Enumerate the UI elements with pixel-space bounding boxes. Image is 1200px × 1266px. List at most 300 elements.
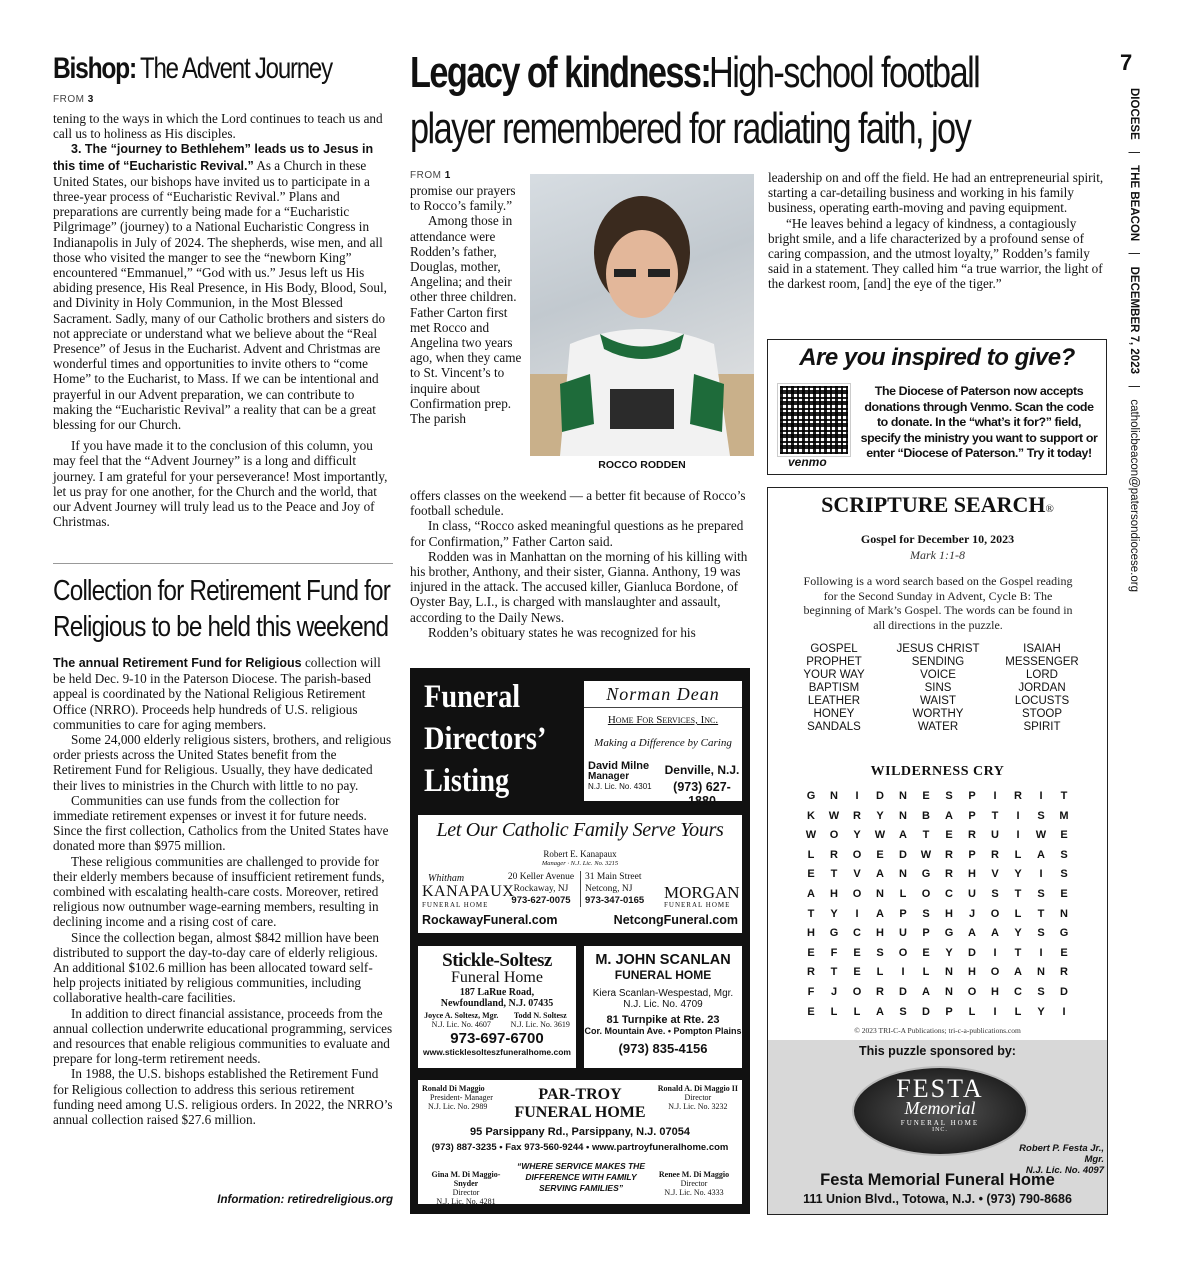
fd-title-3: Listing xyxy=(424,763,510,799)
photo-eyeblack-right xyxy=(648,269,670,277)
photo-sleeve-right xyxy=(690,374,724,432)
grid-cell[interactable]: E xyxy=(922,790,930,802)
grid-cell[interactable]: A xyxy=(807,887,815,900)
grid-cell[interactable]: P xyxy=(968,809,976,822)
grid-row xyxy=(800,868,1075,888)
grid-cell[interactable]: D xyxy=(968,946,976,959)
grid-cell[interactable]: T xyxy=(1060,790,1068,802)
copyright: © 2023 TRI-C-A Publications; tri-c-a-publications.com xyxy=(854,1026,1021,1035)
grid-cell[interactable]: E xyxy=(853,966,861,979)
pt-r4: Director xyxy=(680,1179,708,1188)
grid-cell[interactable]: A xyxy=(968,927,976,940)
collection-p2: Some 24,000 elderly religious sisters, brothers, and religious order priests across the United States benefit from the Retirement Fund for Religious. Usually, they have dedicated their lives to ministries in the Church with little to no pay. xyxy=(53,732,392,793)
grid-cell[interactable]: O xyxy=(852,848,862,861)
pt-l3: N.J. Lic. No. 4281 xyxy=(436,1197,496,1206)
grid-cell[interactable]: I xyxy=(1016,809,1020,822)
grid-cell[interactable]: C xyxy=(1014,985,1022,998)
word-list-item: WORTHY xyxy=(912,708,964,720)
bishop-p3: If you have made it to the conclusion of this column, you may feel that the “Advent Journey” is a long and difficult journey. I am grateful for your perseverance! Most importantly, let us pray for one another, for the Church and the world, that our Advent Journey will truly lead us to the Peace and Joy of Christmas. xyxy=(53,438,388,530)
grid-cell[interactable]: O xyxy=(990,907,1000,920)
sc-town: Cor. Mountain Ave. • Pompton Plains xyxy=(584,1026,742,1036)
fd-title-2: Directors’ xyxy=(424,721,547,757)
collection-body xyxy=(53,655,393,1127)
collection-p4: These religious communities are challenged to provide for their elderly members because of insufficient retirement funds, combined with escalating health-care costs. Moreover, retired religious now outnumber wage-earning members, resulting in declining income and a rising cost of care. xyxy=(53,853,385,930)
bishop-p2: As a Church in these United States, our bishops have invited us to participate in a three-year process of “Eucharistic Revival.” Plans and preparations are currently being made for a “Eucharistic Pilgrimage” (journey) to a National Eucharistic Congress in Indianapolis in July of 2024. The shepherds, wise men, and all those who visited the manger to see the “newborn King” encountered “Emmanuel,” “God with us.” Jesus left us His abiding presence, His Real Presence, in His Body, Blood, Soul, and Divinity in Holy Communion, in the Most Blessed Sacrament. Sadly, many of our Catholic brothers and sisters do not appreciate or understand what we believe about the “Real Presence” of Jesus in the Eucharist. Advent and Christmas are wonderful times and opportunities to invite others to “come Home” to the Eucharist, to Mass. If we can be intentional and prayerful in our Advent preparation, we can contribute to making the “Eucharistic Revival” a reality that can be a great blessing for our Church. xyxy=(53,157,387,433)
grid-cell[interactable]: T xyxy=(922,829,930,842)
nd-phone: (973) 627-1880 xyxy=(673,780,731,808)
kan-web-2[interactable]: NetcongFuneral.com xyxy=(613,913,738,927)
grid-cell[interactable]: W xyxy=(874,829,886,842)
grid-cell[interactable]: E xyxy=(807,946,815,959)
legacy-wide-p2: In class, “Rocco asked meaningful questions as he prepared for Confirmation,” Father Carton said. xyxy=(410,518,744,549)
bishop-head-rest: The Advent Journey xyxy=(140,52,333,85)
grid-cell[interactable]: E xyxy=(807,1005,815,1018)
sc-mgr: Kiera Scanlan-Wespestad, Mgr. xyxy=(592,988,734,999)
grid-cell[interactable]: I xyxy=(855,907,859,920)
grid-cell[interactable]: A xyxy=(1037,848,1045,861)
kan-city2: Netcong, NJ xyxy=(585,884,633,894)
grid-cell[interactable]: Y xyxy=(1014,927,1022,940)
photo-illustration xyxy=(530,174,754,456)
word-list-item: LORD xyxy=(1026,669,1058,681)
grid-cell[interactable]: T xyxy=(991,809,999,822)
grid-row xyxy=(800,849,1075,869)
grid-cell[interactable]: R xyxy=(1060,966,1068,979)
pt-name2: FUNERAL HOME xyxy=(514,1104,646,1121)
grid-cell[interactable]: D xyxy=(922,1005,930,1018)
nd-person-block xyxy=(588,761,652,793)
grid-cell[interactable]: Y xyxy=(945,946,953,959)
legacy-head-rest-2: player remembered for radiating faith, joy xyxy=(410,104,971,153)
ss-p2: Todd N. Soltesz xyxy=(513,1011,567,1020)
grid-cell[interactable]: G xyxy=(1059,927,1069,940)
word-list-item: HONEY xyxy=(813,708,855,720)
ss-p1: Joyce A. Soltesz, Mgr. xyxy=(424,1011,499,1020)
grid-cell[interactable]: N xyxy=(876,887,884,900)
sep-1: | xyxy=(1128,150,1140,154)
word-list-item: PROPHET xyxy=(806,656,862,668)
scripture-header xyxy=(768,492,1107,518)
pt-p1: Ronald Di Maggio xyxy=(422,1084,485,1093)
kan-whitham: Whitham xyxy=(428,873,465,884)
collection-p1: collection will be held Dec. 9-10 in the Paterson Diocese. The parish-based appeal is coordinated by the National Religious Retirement Office (NRRO). Proceeds help hundreds of U.S. religious communities to care for aging members. xyxy=(53,655,381,732)
norman-dean-ad xyxy=(584,681,742,808)
puzzle-title: WILDERNESS CRY xyxy=(870,764,1005,779)
sc-lic: N.J. Lic. No. 4709 xyxy=(623,999,703,1010)
grid-cell[interactable]: F xyxy=(830,946,838,959)
word-list-item: WAIST xyxy=(920,695,956,707)
legacy-head-bold: Legacy of kindness: xyxy=(410,48,711,97)
pt-l4: N.J. Lic. No. 4333 xyxy=(664,1188,724,1197)
paper-label: THE BEACON xyxy=(1128,165,1140,242)
nd-tagline: Making a Difference by Caring xyxy=(594,737,732,749)
grid-cell[interactable]: T xyxy=(830,966,838,979)
grid-cell[interactable]: L xyxy=(876,966,884,979)
grid-cell[interactable]: A xyxy=(945,809,953,822)
grid-cell[interactable]: E xyxy=(1060,829,1068,842)
grid-cell[interactable]: L xyxy=(922,966,930,979)
grid-cell[interactable]: T xyxy=(830,868,838,881)
give-text: The Diocese of Paterson now accepts donations through Venmo. Scan the code to donate. In the “what’s it for?” field, specify the ministry you want to support or enter “Diocese of Paterson.” Try it today! xyxy=(860,384,1098,460)
grid-row xyxy=(800,888,1075,908)
ss-fh: Funeral Home xyxy=(451,969,543,986)
pt-l1: N.J. Lic. No. 2989 xyxy=(428,1102,488,1111)
grid-cell[interactable]: A xyxy=(1014,966,1022,979)
sc-addr: 81 Turnpike at Rte. 23 xyxy=(606,1014,720,1026)
grid-cell[interactable]: D xyxy=(876,790,884,802)
grid-cell[interactable]: L xyxy=(807,848,815,861)
grid-cell[interactable]: C xyxy=(853,927,861,940)
legacy-narrow-p1: promise our prayers to Rocco’s family.” xyxy=(410,183,516,214)
word-list-item: VOICE xyxy=(920,669,956,681)
grid-cell[interactable]: E xyxy=(876,848,884,861)
grid-cell[interactable]: R xyxy=(830,848,838,861)
pt-p3: Gina M. Di Maggio-Snyder xyxy=(431,1170,501,1188)
grid-cell[interactable]: A xyxy=(876,907,884,920)
grid-cell[interactable]: S xyxy=(1037,809,1045,822)
bishop-from-word: FROM xyxy=(53,94,85,105)
grid-cell[interactable]: S xyxy=(1060,868,1068,881)
grid-cell[interactable]: O xyxy=(898,946,908,959)
kan-fh: FUNERAL HOME xyxy=(422,901,489,909)
grid-row xyxy=(800,986,1075,1006)
grid-cell[interactable]: A xyxy=(922,985,930,998)
grid-cell[interactable]: W xyxy=(805,829,817,842)
grid-cell[interactable]: O xyxy=(967,985,977,998)
grid-cell[interactable]: G xyxy=(944,927,954,940)
grid-cell[interactable]: N xyxy=(830,790,838,802)
grid-cell[interactable]: S xyxy=(1060,848,1068,861)
grid-cell[interactable]: I xyxy=(993,790,997,802)
kan-lic: Manager · N.J. Lic. No. 3215 xyxy=(541,860,619,867)
word-list-item: YOUR WAY xyxy=(803,669,865,681)
festa-logo-4: INC. xyxy=(932,1127,948,1133)
pt-slogan: “WHERE SERVICE MAKES THE DIFFERENCE WITH FAMILY SERVING FAMILIES” xyxy=(517,1161,645,1193)
ss-addr2: Newfoundland, N.J. 07435 xyxy=(440,998,554,1009)
word-list-item: WATER xyxy=(917,721,959,733)
grid-cell[interactable]: L xyxy=(853,1005,861,1018)
sep-2: | xyxy=(1128,252,1140,256)
grid-cell[interactable]: F xyxy=(807,985,815,998)
grid-cell[interactable]: V xyxy=(991,868,999,881)
grid-cell[interactable]: Y xyxy=(853,829,861,842)
grid-cell[interactable]: L xyxy=(1014,1005,1022,1018)
legacy-from-word: FROM xyxy=(410,170,442,181)
bishop-article xyxy=(53,52,393,529)
festa-name: Festa Memorial Funeral Home xyxy=(820,1171,1055,1189)
grid-cell[interactable]: T xyxy=(1037,907,1045,920)
grid-cell[interactable]: W xyxy=(828,809,840,822)
grid-cell[interactable]: D xyxy=(899,848,907,861)
nd-lic: N.J. Lic. No. 4301 xyxy=(588,782,652,791)
grid-cell[interactable]: U xyxy=(991,829,999,842)
grid-cell[interactable]: H xyxy=(968,868,976,881)
sc-phone: (973) 835-4156 xyxy=(618,1041,708,1056)
scripture-intro: Following is a word search based on the Gospel reading for the Second Sunday in Advent, Cycle B: The beginning of Mark’s Gospel. The words can be found in all directions in the puzzle. xyxy=(803,574,1073,632)
word-list-item: SENDING xyxy=(911,656,965,668)
ss-phone: 973-697-6700 xyxy=(450,1030,544,1047)
legacy-head-rest-1: High-school football xyxy=(709,48,980,97)
grid-cell[interactable]: I xyxy=(855,790,859,802)
grid-cell[interactable]: O xyxy=(921,887,931,900)
pt-r1: President- Manager xyxy=(430,1093,493,1102)
legacy-wide-p1: offers classes on the weekend — a better fit because of Rocco’s football schedule. xyxy=(410,488,746,519)
ss-addr1: 187 LaRue Road, xyxy=(459,987,535,998)
legacy-narrow xyxy=(410,170,522,426)
nd-name: Norman Dean xyxy=(584,684,742,708)
grid-cell[interactable]: C xyxy=(945,887,953,900)
legacy-col2 xyxy=(768,170,1108,292)
grid-row xyxy=(800,810,1075,830)
grid-cell[interactable]: W xyxy=(920,848,932,861)
morgan-fh: FUNERAL HOME xyxy=(664,901,731,909)
grid-cell[interactable]: J xyxy=(968,907,976,920)
grid-cell[interactable]: L xyxy=(830,1005,838,1018)
grid-cell[interactable]: Y xyxy=(1014,868,1022,881)
grid-cell[interactable]: I xyxy=(901,966,905,979)
pt-r2: Director xyxy=(684,1093,712,1102)
grid-cell[interactable]: S xyxy=(1037,927,1045,940)
grid-cell[interactable]: I xyxy=(1039,790,1043,802)
grid-row xyxy=(800,927,1075,947)
grid-cell[interactable]: I xyxy=(1062,1005,1066,1018)
rocco-photo xyxy=(530,174,754,456)
stickle-soltesz-ad xyxy=(418,946,576,1068)
legacy-col2-p2: “He leaves behind a legacy of kindness, a contagiously bright smile, and a life characterized by a profound sense of caring compassion, and the utmost loyalty,” Rodden’s family said in a statement. They called him “a true warrior, the light of the darkest room, [and] the eye of the tiger.” xyxy=(768,215,1103,292)
ss-l2: N.J. Lic. No. 3619 xyxy=(510,1020,570,1029)
ss-staff xyxy=(418,1011,576,1029)
grid-cell[interactable]: Y xyxy=(830,907,838,920)
grid-cell[interactable]: E xyxy=(853,946,861,959)
pt-name1: PAR-TROY xyxy=(538,1086,622,1103)
grid-cell[interactable]: S xyxy=(922,907,930,920)
grid-cell[interactable]: S xyxy=(945,790,953,802)
grid-cell[interactable]: B xyxy=(922,809,930,822)
kan-name: KANAPAUX xyxy=(422,883,515,900)
grid-cell[interactable]: O xyxy=(829,829,839,842)
word-list-item: SANDALS xyxy=(807,721,861,733)
grid-row xyxy=(800,829,1075,849)
grid-cell[interactable]: U xyxy=(899,927,907,940)
grid-cell[interactable]: N xyxy=(945,966,953,979)
grid-cell[interactable]: E xyxy=(945,829,953,842)
ss-web[interactable]: www.sticklesolteszfuneralhome.com xyxy=(422,1047,571,1057)
grid-cell[interactable]: D xyxy=(1060,985,1068,998)
collection-p7: In 1988, the U.S. bishops established the Retirement Fund for Religious collection to address this serious retirement funding need among U.S. religious orders. In 2022, the NRRO’s annual collection raised $27.6 million. xyxy=(53,1066,393,1128)
grid-cell[interactable]: H xyxy=(945,907,953,920)
photo-sleeve-left xyxy=(560,374,594,432)
word-list-item: MESSENGER xyxy=(1005,656,1079,668)
grid-cell[interactable]: S xyxy=(1037,985,1045,998)
kan-addr2: 31 Main Street xyxy=(585,872,642,882)
kan-person: Robert E. Kanapaux xyxy=(543,849,617,859)
grid-cell[interactable]: E xyxy=(922,946,930,959)
grid-cell[interactable]: Y xyxy=(1037,1005,1045,1018)
grid-cell[interactable]: N xyxy=(945,985,953,998)
give-title: Are you inspired to give? xyxy=(799,344,1075,371)
collection-info: Information: retiredreligious.org xyxy=(217,1194,393,1206)
grid-cell[interactable]: H xyxy=(876,927,884,940)
grid-cell[interactable]: L xyxy=(968,1005,976,1018)
grid-cell[interactable]: P xyxy=(945,1005,953,1018)
grid-cell[interactable]: S xyxy=(899,1005,907,1018)
sc-name: M. JOHN SCANLAN xyxy=(595,952,731,968)
grid-row xyxy=(800,966,1075,986)
give-box xyxy=(767,339,1107,475)
festa-mgr-lic: N.J. Lic. No. 4097 xyxy=(1025,1165,1104,1176)
kan-web-1[interactable]: RockawayFuneral.com xyxy=(422,913,558,927)
fd-title-1: Funeral xyxy=(424,679,521,715)
bishop-headline xyxy=(53,52,393,86)
grid-cell[interactable]: G xyxy=(806,790,816,802)
grid-cell[interactable]: S xyxy=(1037,887,1045,900)
grid-cell[interactable]: H xyxy=(991,985,999,998)
grid-cell[interactable]: L xyxy=(1014,907,1022,920)
grid-cell[interactable]: R xyxy=(807,966,815,979)
collection-p1-lead: The annual Retirement Fund for Religious xyxy=(53,656,302,670)
grid-cell[interactable]: I xyxy=(993,946,997,959)
nd-home: Home For Services, Inc. xyxy=(607,714,719,726)
kan-ph1: 973-627-0075 xyxy=(511,895,571,906)
divider xyxy=(53,563,393,564)
legacy-from-page: 1 xyxy=(444,170,451,181)
sc-fh: FUNERAL HOME xyxy=(614,968,712,982)
grid-cell[interactable]: P xyxy=(899,907,907,920)
grid-cell[interactable]: R xyxy=(945,868,953,881)
grid-cell[interactable]: O xyxy=(852,887,862,900)
grid-cell[interactable]: N xyxy=(899,868,907,881)
scripture-reg: ® xyxy=(1045,503,1054,515)
grid-cell[interactable]: R xyxy=(945,848,953,861)
word-list-item: SPIRIT xyxy=(1023,721,1061,733)
legacy-wide-p4: Rodden’s obituary states he was recognized for his xyxy=(428,624,696,640)
grid-cell[interactable]: P xyxy=(968,790,976,802)
pt-p2: Ronald A. Di Maggio II xyxy=(657,1084,738,1093)
grid-cell[interactable]: I xyxy=(993,1005,997,1018)
word-list-item: JESUS CHRIST xyxy=(896,643,980,655)
kanapaux-ad xyxy=(418,815,742,933)
grid-cell[interactable]: T xyxy=(807,907,815,920)
grid-cell[interactable]: I xyxy=(1039,946,1043,959)
kan-ph2: 973-347-0165 xyxy=(585,895,645,906)
fd-title xyxy=(424,676,546,802)
grid-cell[interactable]: W xyxy=(1035,829,1047,842)
grid-cell[interactable]: O xyxy=(852,985,862,998)
kan-loc-1 xyxy=(506,871,576,907)
grid-cell[interactable]: L xyxy=(899,887,907,900)
grid-row xyxy=(800,790,1075,810)
legacy-narrow-p2: Among those in attendance were Rodden’s father, Douglas, mother, Angelina; and their other three children. Father Carton first met Rocco and Angelina two years ago, when they came to St. Vincent’s to inquire about Confirmation prep. The parish xyxy=(410,213,522,427)
word-list-item: SINS xyxy=(924,682,952,694)
grid-cell[interactable]: V xyxy=(853,868,861,881)
pt-r3: Director xyxy=(452,1188,480,1197)
word-list-item: ISAIAH xyxy=(1023,643,1061,655)
grid-cell[interactable]: M xyxy=(1059,809,1069,822)
bishop-jump xyxy=(53,94,393,105)
grid-cell[interactable]: R xyxy=(991,848,999,861)
grid-cell[interactable]: P xyxy=(922,927,930,940)
grid-cell[interactable]: A xyxy=(899,829,907,842)
grid-cell[interactable]: H xyxy=(968,966,976,979)
grid-cell[interactable]: Y xyxy=(876,809,884,822)
ss-name: Stickle-Soltesz xyxy=(442,950,552,971)
grid-cell[interactable]: N xyxy=(899,809,907,822)
grid-cell[interactable]: G xyxy=(921,868,931,881)
grid-cell[interactable]: I xyxy=(1039,868,1043,881)
nd-contact xyxy=(662,763,742,808)
grid-cell[interactable]: R xyxy=(1014,790,1022,802)
grid-cell[interactable]: R xyxy=(853,809,861,822)
email-label: catholicbeacon@patersondiocese.org xyxy=(1128,399,1140,592)
word-search-grid[interactable] xyxy=(800,790,1075,1025)
nd-town: Denville, N.J. xyxy=(664,763,740,777)
sep-3: | xyxy=(1128,385,1140,389)
festa-logo-1: FESTA xyxy=(896,1074,984,1103)
collection-article xyxy=(53,573,393,1127)
grid-cell[interactable]: N xyxy=(1060,907,1068,920)
grid-cell[interactable]: O xyxy=(990,966,1000,979)
grid-cell[interactable]: S xyxy=(876,946,884,959)
legacy-col2-p1: leadership on and off the field. He had an entrepreneurial spirit, starting a car-detailing business and working in his family business, operating earth-moving and paving equipment. xyxy=(768,170,1104,216)
kan-addr1: 20 Keller Avenue xyxy=(507,872,575,882)
grid-cell[interactable]: N xyxy=(899,790,907,802)
nd-role: Manager xyxy=(588,770,630,782)
running-header xyxy=(1118,88,1140,608)
scanlan-ad xyxy=(584,946,742,1068)
grid-cell[interactable]: J xyxy=(830,985,838,998)
grid-cell[interactable]: H xyxy=(830,887,838,900)
word-list-item: LEATHER xyxy=(807,695,861,707)
grid-cell[interactable]: H xyxy=(807,927,815,940)
grid-cell[interactable]: R xyxy=(876,985,884,998)
legacy-headline xyxy=(410,48,1110,154)
grid-cell[interactable]: D xyxy=(899,985,907,998)
page-number: 7 xyxy=(1120,50,1133,75)
grid-cell[interactable]: A xyxy=(876,868,884,881)
grid-cell[interactable]: E xyxy=(807,868,815,881)
nd-person: David Milne xyxy=(588,760,650,772)
grid-cell[interactable]: G xyxy=(829,927,839,940)
grid-cell[interactable]: A xyxy=(876,1005,884,1018)
grid-cell[interactable]: E xyxy=(1060,887,1068,900)
grid-cell[interactable]: E xyxy=(1060,946,1068,959)
grid-cell[interactable]: U xyxy=(968,887,976,900)
festa-logo xyxy=(852,1066,1028,1156)
grid-cell[interactable]: A xyxy=(991,927,999,940)
grid-cell[interactable]: L xyxy=(1014,848,1022,861)
section-label: DIOCESE xyxy=(1128,88,1140,140)
grid-cell[interactable]: T xyxy=(1014,946,1022,959)
grid-cell[interactable]: K xyxy=(807,809,815,822)
grid-cell[interactable]: N xyxy=(1037,966,1045,979)
par-troy-ad xyxy=(418,1080,742,1204)
scripture-title: SCRIPTURE SEARCH xyxy=(821,492,1046,517)
grid-cell[interactable]: S xyxy=(991,887,999,900)
grid-cell[interactable]: T xyxy=(1014,887,1022,900)
grid-cell[interactable]: P xyxy=(968,848,976,861)
word-list-item: JORDAN xyxy=(1018,682,1066,694)
venmo-qr-code[interactable] xyxy=(778,384,850,456)
venmo-logo: venmo xyxy=(788,455,827,469)
bishop-head-bold: Bishop: xyxy=(53,52,136,85)
bishop-p1: tening to the ways in which the Lord continues to teach us and call us to holiness as His disciples. xyxy=(53,111,383,142)
grid-row xyxy=(800,908,1075,928)
festa-logo-3: FUNERAL HOME xyxy=(900,1119,980,1127)
legacy-wide-p3: Rodden was in Manhattan on the morning of his killing with his brother, Anthony, and their sister, Gianna. Anthony, 19 was injured in the attack. The accused killer, Gianluca Bordone, of Oyster Bay, L.I., is charged with manslaughter and assault, according to the Daily News. xyxy=(410,548,748,625)
grid-cell[interactable]: R xyxy=(968,829,976,842)
grid-cell[interactable]: I xyxy=(1016,829,1020,842)
collection-p6: In addition to direct financial assistance, proceeds from the annual collection underwrite educational programming, services and resources that enable religious communities to evaluate and prepare for long-term retirement needs. xyxy=(53,1005,393,1067)
